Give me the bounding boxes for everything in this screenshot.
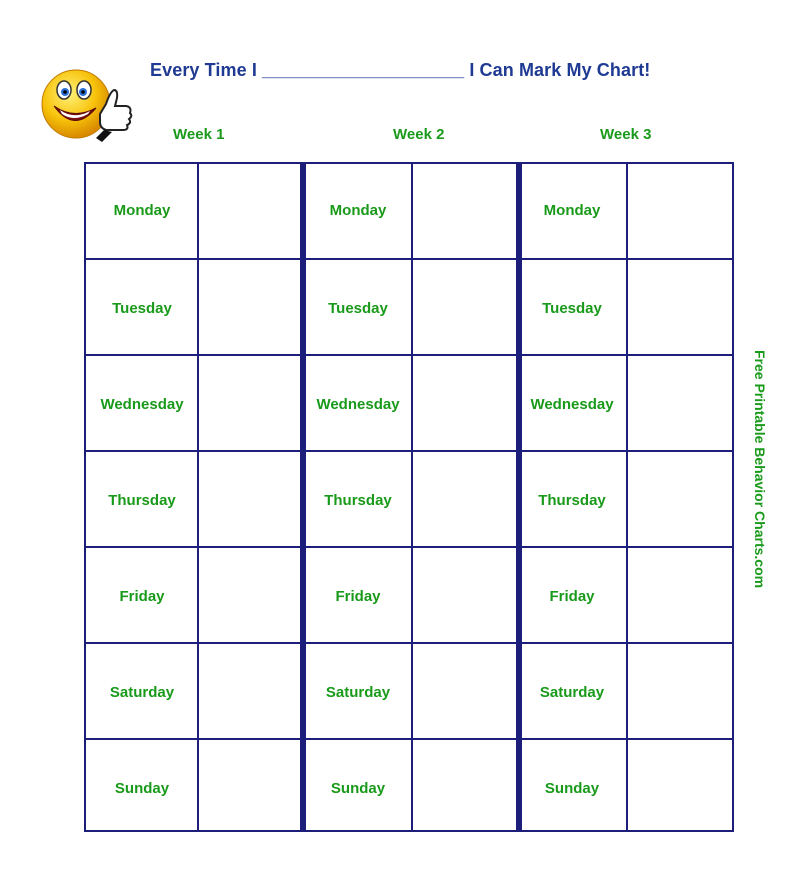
behavior-chart-grid xyxy=(84,162,734,832)
day-label: Wednesday xyxy=(316,396,400,413)
website-credit xyxy=(750,350,770,590)
smiley-thumbs-up-icon xyxy=(38,62,138,144)
day-label: Sunday xyxy=(330,780,386,797)
day-label: Wednesday xyxy=(100,396,184,413)
day-label: Thursday xyxy=(108,492,176,509)
day-label: Monday xyxy=(113,202,171,219)
day-label: Sunday xyxy=(114,780,170,797)
day-label: Tuesday xyxy=(112,300,172,317)
day-label: Tuesday xyxy=(328,300,388,317)
day-label: Monday xyxy=(329,202,387,219)
chart-row-tuesday xyxy=(86,258,732,354)
day-label: Friday xyxy=(335,588,381,605)
day-label: Friday xyxy=(549,588,595,605)
day-label: Sunday xyxy=(544,780,600,797)
week-2-label: Week 2 xyxy=(393,126,445,143)
day-label: Saturday xyxy=(539,684,605,701)
day-label: Saturday xyxy=(325,684,391,701)
chart-row-monday xyxy=(86,164,732,260)
chart-row-sunday xyxy=(86,738,732,834)
day-label: Saturday xyxy=(109,684,175,701)
week-3-label: Week 3 xyxy=(600,126,652,143)
day-label: Friday xyxy=(119,588,165,605)
day-label: Thursday xyxy=(324,492,392,509)
website-credit-text: Free Printable Behavior Charts.com xyxy=(752,350,768,589)
chart-row-saturday xyxy=(86,642,732,738)
day-label: Tuesday xyxy=(542,300,602,317)
chart-row-wednesday xyxy=(86,354,732,450)
day-label: Monday xyxy=(543,202,601,219)
week-1-label: Week 1 xyxy=(173,126,225,143)
day-label: Wednesday xyxy=(530,396,614,413)
chart-row-thursday xyxy=(86,450,732,546)
chart-row-friday xyxy=(86,546,732,642)
chart-title: Every Time I ____________________ I Can Mark My Chart! xyxy=(150,60,651,80)
day-label: Thursday xyxy=(538,492,606,509)
